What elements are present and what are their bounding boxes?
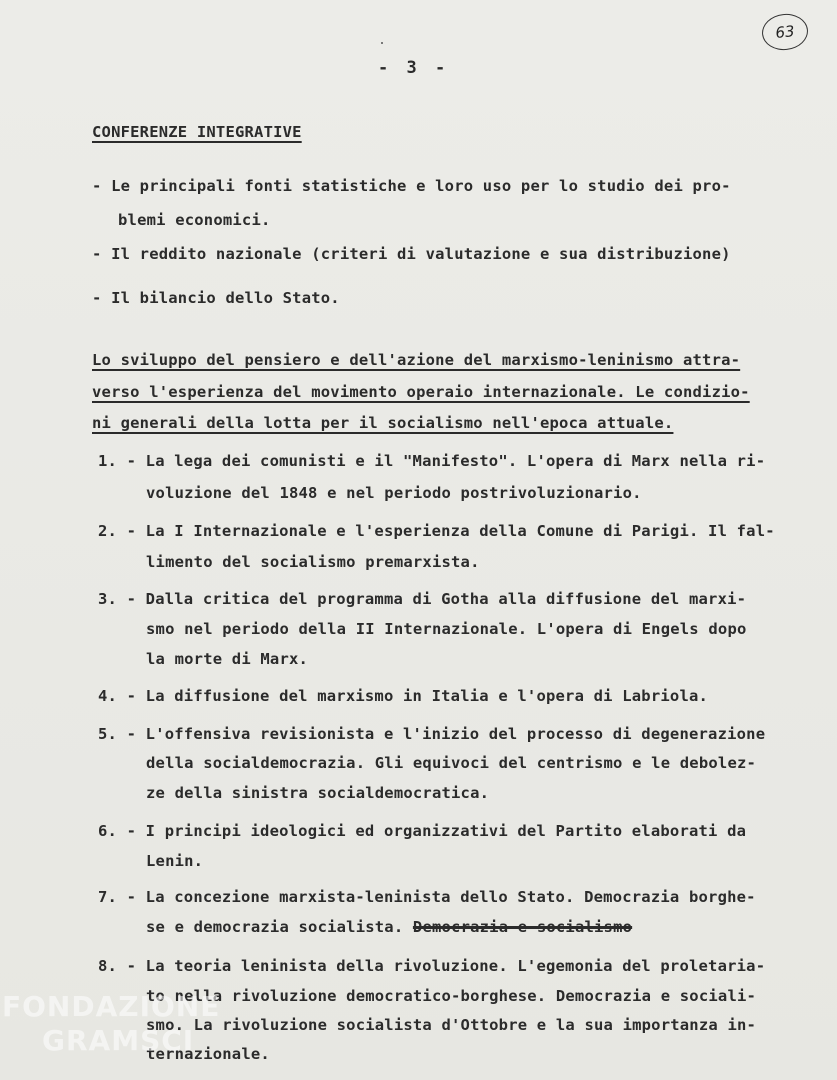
archive-watermark xyxy=(2,990,220,1058)
topic-8-line-1: 8. - La teoria leninista della rivoluzione. L'egemonia del proletaria- xyxy=(98,957,766,975)
topic-6-line-2: Lenin. xyxy=(146,852,204,870)
topic-7-line-2-text: se e democrazia socialista. xyxy=(146,918,404,936)
topic-1-line-2: voluzione del 1848 e nel periodo postrivoluzionario. xyxy=(146,484,642,502)
ink-dot xyxy=(381,42,383,44)
section-title-line-2: verso l'esperienza del movimento operaio internazionale. Le condizio- xyxy=(92,383,750,401)
topic-7-line-2 xyxy=(146,918,632,936)
topic-6-line-1: 6. - I principi ideologici ed organizzativi del Partito elaborati da xyxy=(98,822,747,840)
topic-4-line-1: 4. - La diffusione del marxismo in Italia e l'opera di Labriola. xyxy=(98,687,709,705)
watermark-line-2: GRAMSCI xyxy=(42,1024,195,1057)
section-title-line-1: Lo sviluppo del pensiero e dell'azione del marxismo-leninismo attra- xyxy=(92,351,741,369)
conference-item-3: - Il bilancio dello Stato. xyxy=(92,289,340,307)
topic-8-line-2: to nella rivoluzione democratico-borghese. Democrazia e sociali- xyxy=(146,987,757,1005)
topic-2-line-2: limento del socialismo premarxista. xyxy=(146,553,480,571)
struck-out-text: Democrazia e socialismo xyxy=(412,918,633,936)
conference-item-1-line-2: blemi economici. xyxy=(118,211,271,229)
heading-conferenze: CONFERENZE INTEGRATIVE xyxy=(92,123,302,141)
topic-5-line-3: ze della sinistra socialdemocratica. xyxy=(146,784,490,802)
topic-5-line-1: 5. - L'offensiva revisionista e l'inizio del processo di degenerazione xyxy=(98,725,766,743)
handwritten-number-text: 63 xyxy=(774,22,796,42)
watermark-line-1: FONDAZIONE xyxy=(2,990,221,1023)
topic-5-line-2: della socialdemocrazia. Gli equivoci del centrismo e le debolez- xyxy=(146,754,757,772)
topic-3-line-2: smo nel periodo della II Internazionale. L'opera di Engels dopo xyxy=(146,620,747,638)
topic-7-line-1: 7. - La concezione marxista-leninista dello Stato. Democrazia borghe- xyxy=(98,888,756,906)
topic-2-line-1: 2. - La I Internazionale e l'esperienza della Comune di Parigi. Il fal- xyxy=(98,522,775,540)
topic-1-line-1: 1. - La lega dei comunisti e il "Manifesto". L'opera di Marx nella ri- xyxy=(98,452,766,470)
topic-3-line-1: 3. - Dalla critica del programma di Gotha alla diffusione del marxi- xyxy=(98,590,747,608)
topic-3-line-3: la morte di Marx. xyxy=(146,650,309,668)
conference-item-1-line-1: - Le principali fonti statistiche e loro uso per lo studio dei pro- xyxy=(92,177,731,195)
section-title-line-3: ni generali della lotta per il socialismo nell'epoca attuale. xyxy=(92,414,674,432)
topic-8-line-3: smo. La rivoluzione socialista d'Ottobre e la sua importanza in- xyxy=(146,1016,757,1034)
page-number: - 3 - xyxy=(378,58,450,78)
topic-8-line-4: ternazionale. xyxy=(146,1045,270,1063)
conference-item-2: - Il reddito nazionale (criteri di valutazione e sua distribuzione) xyxy=(92,245,731,263)
